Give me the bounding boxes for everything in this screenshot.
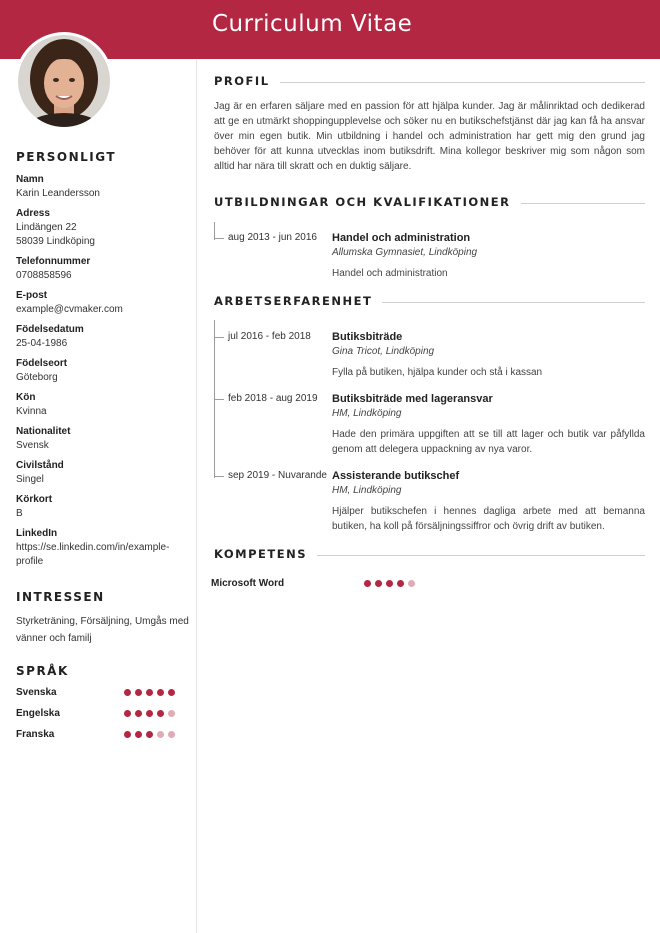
personal-fields: [16, 173, 192, 569]
timeline-tick: [214, 238, 224, 239]
language-row: [16, 707, 192, 728]
rating-dots: [364, 580, 415, 587]
field-label: Civilstånd: [16, 460, 64, 471]
timeline-tick: [214, 476, 224, 477]
page-title: Curriculum Vitae: [212, 11, 413, 37]
entry-date: aug 2013 - jun 2016: [228, 232, 317, 243]
rating-dot: [146, 710, 153, 717]
personal-title: PERSONLIGT: [16, 150, 117, 164]
rating-dot: [157, 710, 164, 717]
timeline-tick: [214, 399, 224, 400]
entry-date: feb 2018 - aug 2019: [228, 393, 318, 404]
rating-dots: [124, 731, 175, 738]
skills-title: KOMPETENS: [214, 547, 317, 561]
field-label: Namn: [16, 174, 44, 185]
entry-place: HM, Lindköping: [332, 408, 402, 419]
rating-dot: [135, 689, 142, 696]
rating-dot: [135, 710, 142, 717]
field-value: Singel: [16, 474, 44, 485]
skill-row: [211, 578, 441, 594]
education-title: UTBILDNINGAR OCH KVALIFIKATIONER: [214, 195, 521, 209]
entry-date: sep 2019 - Nuvarande: [228, 470, 327, 481]
entry-title: Butiksbiträde: [332, 331, 403, 343]
profile-text: Jag är en erfaren säljare med en passion för att hjälpa kunder. Jag är målinriktad och dedikerad att ge en utmärkt shoppingupplevelse och söker nu en butikschefstjänst där jag kan få ha ansvar över min egen butik. Min utbildning i handel och administration har gett mig den grund jag behöver för att kunna utvecklas inom butiksdrift. Mina kollegor beskriver mig som någon som alltid har nära till skratt och en duktig säljare.: [214, 101, 645, 172]
experience-title: ARBETSERFARENHET: [214, 294, 382, 308]
rating-dot: [375, 580, 382, 587]
field-label: Telefonnummer: [16, 256, 91, 267]
timeline-tick: [214, 337, 224, 338]
field-value: Göteborg: [16, 372, 58, 383]
rating-dots: [124, 710, 175, 717]
rating-dot: [364, 580, 371, 587]
entry-place: Allumska Gymnasiet, Lindköping: [332, 247, 478, 258]
profile-section-header: [214, 74, 645, 90]
field-value: https://se.linkedin.com/in/example-profile: [16, 542, 170, 567]
field-label: Födelseort: [16, 358, 68, 369]
interests-title: INTRESSEN: [16, 590, 105, 604]
sidebar: [16, 150, 192, 749]
rating-dot: [124, 689, 131, 696]
entry-description: Hjälper butikschefen i hennes dagliga arbete med att bemanna butiken, ha koll på försäljningssiffror och övrig drift av butiken.: [332, 506, 645, 532]
entry-date: jul 2016 - feb 2018: [228, 331, 311, 342]
field-value: 25-04-1986: [16, 338, 68, 349]
field-value: Karin Leandersson: [16, 188, 100, 199]
languages-title: SPRÅK: [16, 664, 69, 678]
rating-dot: [386, 580, 393, 587]
column-divider: [196, 60, 197, 933]
entry-description: Handel och administration: [332, 268, 448, 279]
field-value: Lindängen 22 58039 Lindköping: [16, 222, 95, 247]
rating-dot: [157, 731, 164, 738]
portrait-icon: [18, 35, 110, 127]
language-name: Engelska: [16, 708, 60, 719]
entry-title: Butiksbiträde med lageransvar: [332, 393, 493, 405]
entry-title: Assisterande butikschef: [332, 470, 460, 482]
rating-dot: [168, 689, 175, 696]
profile-title: PROFIL: [214, 74, 280, 88]
language-row: [16, 686, 192, 707]
field-label: Kön: [16, 392, 36, 403]
field-label: Adress: [16, 208, 50, 219]
field-value: 0708858596: [16, 270, 72, 281]
rating-dots: [124, 689, 175, 696]
interests-text: Styrketräning, Försäljning, Umgås med vänner och familj: [16, 616, 189, 644]
field-label: Körkort: [16, 494, 53, 505]
field-value: example@cvmaker.com: [16, 304, 123, 315]
rating-dot: [157, 689, 164, 696]
rating-dot: [408, 580, 415, 587]
skills-section-header: [214, 547, 645, 563]
field-value: Kvinna: [16, 406, 47, 417]
rating-dot: [135, 731, 142, 738]
entry-place: Gina Tricot, Lindköping: [332, 346, 435, 357]
entry-description: Fylla på butiken, hjälpa kunder och stå i kassan: [332, 367, 543, 378]
entry-title: Handel och administration: [332, 232, 471, 244]
field-value: B: [16, 508, 23, 519]
rating-dot: [124, 731, 131, 738]
experience-section-header: [214, 294, 645, 310]
profile-photo: [15, 32, 113, 130]
languages-list: [16, 686, 192, 749]
language-row: [16, 728, 192, 749]
language-name: Svenska: [16, 687, 57, 698]
field-value: Svensk: [16, 440, 49, 451]
rating-dot: [124, 710, 131, 717]
skill-name: Microsoft Word: [211, 578, 285, 589]
field-label: Födelsedatum: [16, 324, 84, 335]
education-section-header: [214, 195, 645, 211]
field-label: E-post: [16, 290, 48, 301]
rating-dot: [168, 710, 175, 717]
rating-dot: [146, 731, 153, 738]
field-label: Nationalitet: [16, 426, 71, 437]
entry-description: Hade den primära uppgiften att se till att lager och butik var påfyllda genom att delegera uppackning av nya varor.: [332, 429, 645, 455]
language-name: Franska: [16, 729, 55, 740]
rating-dot: [146, 689, 153, 696]
entry-place: HM, Lindköping: [332, 485, 402, 496]
field-label: LinkedIn: [16, 528, 58, 539]
rating-dot: [397, 580, 404, 587]
rating-dot: [168, 731, 175, 738]
